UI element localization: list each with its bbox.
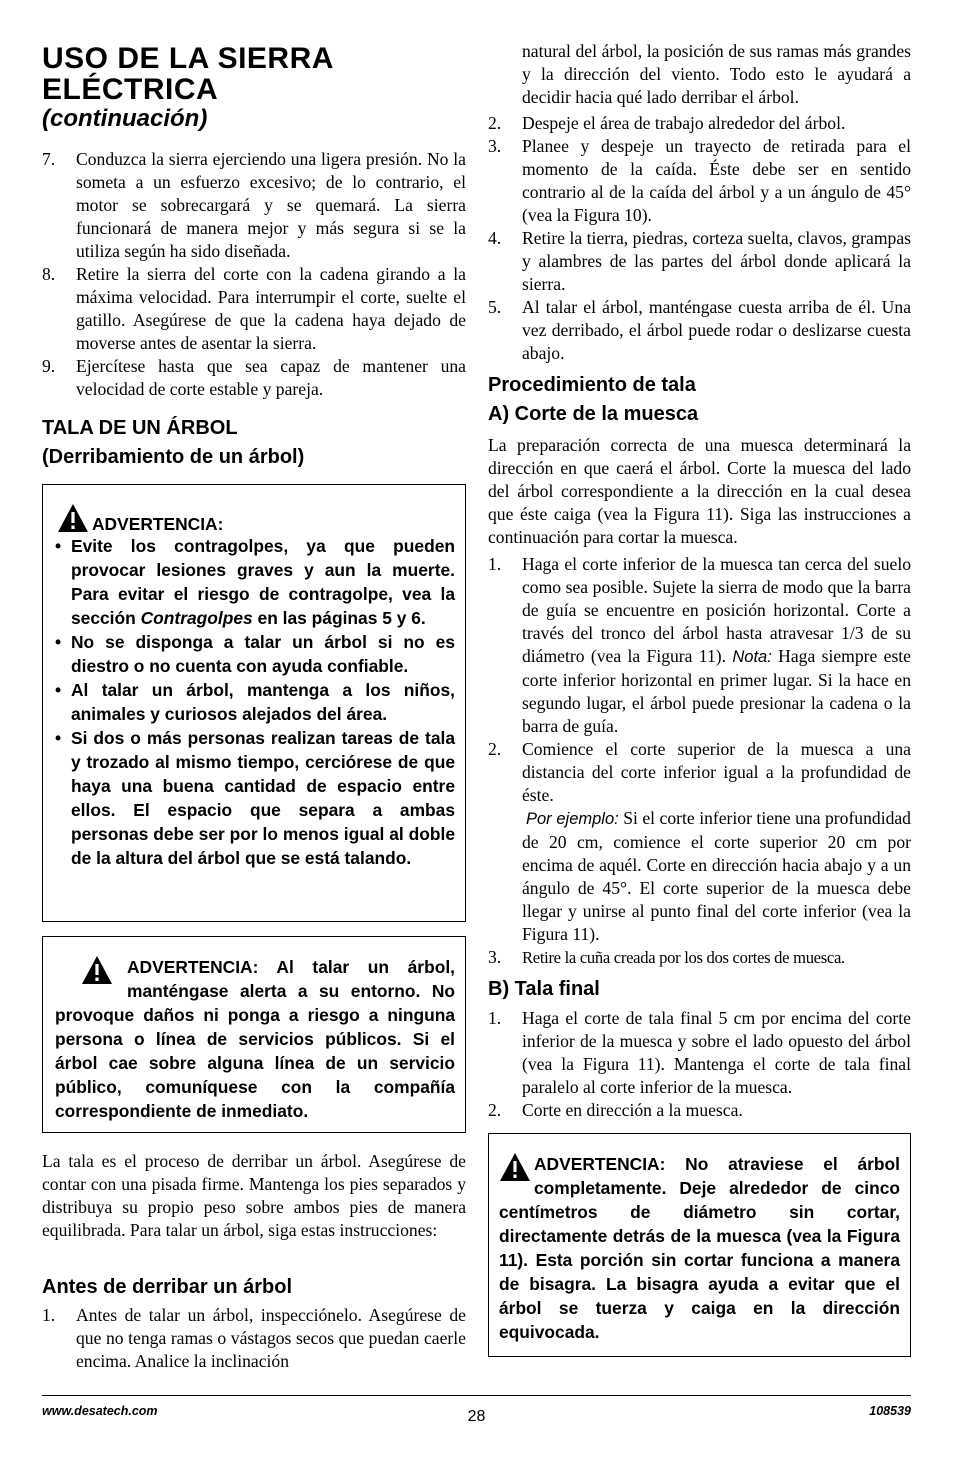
antes-steps-list [42, 1304, 466, 1373]
tala-intro-paragraph: La tala es el proceso de derribar un árbol. Asegúrese de contar con una pisada firme. Mantenga los pies separados y distribuya su propio peso sobre ambos pies de manera equilibrada. Para talar un árbol, siga estas instrucciones: [42, 1151, 466, 1240]
muesca-intro-paragraph: La preparación correcta de una muesca determinará la dirección en que caerá el árbol. Corte la muesca del lado del árbol correspondiente a la dirección en la cual desea que éste caiga (vea la Figura 11). Siga las instrucciones a continuación para cortar la muesca. [488, 435, 911, 547]
tala-final-heading: B) Tala final [488, 978, 600, 1000]
left-steps-list [42, 148, 466, 401]
list-item: 9. Ejercítese hasta que sea capaz de mantener una velocidad de corte estable y pareja. [42, 356, 466, 399]
antes-step1-continuation: natural del árbol, la posición de sus ramas más grandes y la dirección del viento. Todo esto le ayudará a decidir hacia qué lado derribar el árbol. [522, 41, 911, 107]
page-title-line2: ELÉCTRICA [42, 73, 219, 106]
antes-steps-continued [488, 112, 911, 365]
list-item: 2. Corte en dirección a la muesca. [488, 1100, 743, 1120]
warning-box-3 [488, 1133, 911, 1357]
list-item: 7. Conduzca la sierra ejerciendo una ligera presión. No la someta a un esfuerzo excesivo; de lo contrario, el motor se sobrecargará y se quemará. La sierra funcionará de manera mejor y más segura si se la utiliza según ha sido diseñada. [42, 149, 466, 261]
page-footer [42, 1395, 911, 1425]
procedimiento-heading: Procedimiento de tala A) Corte de la muesca [488, 374, 699, 425]
footer-website-link[interactable]: www.desatech.com [42, 1404, 158, 1418]
warning-triangle-icon [81, 955, 113, 985]
warning-box-1 [42, 484, 466, 922]
list-item: 2. Comience el corte superior de la muesca a una distancia del corte inferior igual a la profundidad de éste. Por ejemplo: Si el corte inferior tiene una profundidad de 20 cm, comience el corte superior 20 cm por encima de aquél. Corte en dirección hacia abajo y a un ángulo de 45°. El corte superior de la muesca debe llegar y unirse al punto final del corte inferior (vea la Figura 11). [488, 739, 911, 944]
list-item: 2. Despeje el área de trabajo alrededor del árbol. [488, 113, 846, 133]
page-title-block [42, 43, 466, 133]
warning-text: ADVERTENCIA: No atraviese el árbol completamente. Deje alrededor de cinco centímetros de diámetro sin cortar, directamente detrás de la muesca (vea la Figura 11). Esta porción sin cortar funciona a manera de bisagra. La bisagra ayuda a evitar que el árbol se tuerza y caiga en la dirección equivocada. [499, 1154, 900, 1342]
list-item: 1. Haga el corte de tala final 5 cm por encima del corte inferior de la muesca y sobre el lado opuesto del árbol (vea la Figura 11). Mantenga el corte de tala final paralelo al corte inferior de la muesca. [488, 1008, 911, 1097]
list-item: • No se disponga a talar un árbol si no es diestro o no cuenta con ayuda confiable. [55, 630, 455, 678]
list-item: 1. Antes de talar un árbol, inspecciónelo. Asegúrese de que no tenga ramas o vástagos secos que puedan caerle encima. Analice la inclinación [42, 1305, 466, 1371]
warning-text: ADVERTENCIA: Al talar un árbol, manténgase alerta a su entorno. No provoque daños ni ponga a riesgo a ninguna persona o línea de servicios públicos. Si el árbol cae sobre alguna línea de un servicio público, comuníquese con la compañía correspondiente de inmediato. [55, 957, 455, 1121]
footer-document-code: 108539 [869, 1404, 911, 1418]
muesca-steps-list [488, 553, 911, 969]
page-subtitle: (continuación) [42, 105, 208, 132]
warning-label: ADVERTENCIA: [92, 514, 224, 534]
antes-heading: Antes de derribar un árbol [42, 1276, 293, 1298]
list-item: 5. Al talar el árbol, manténgase cuesta arriba de él. Una vez derribado, el árbol puede rodar o deslizarse cuesta abajo. [488, 297, 911, 363]
warning-triangle-icon [499, 1152, 531, 1182]
page-title-line1: USO DE LA SIERRA [42, 42, 334, 75]
list-item: 8. Retire la sierra del corte con la cadena girando a la máxima velocidad. Para interrumpir el corte, suelte el gatillo. Asegúrese de que la cadena haya dejado de moverse antes de asentar la sierra. [42, 264, 466, 353]
tala-heading: TALA DE UN ÁRBOL (Derribamiento de un árbol) [42, 417, 305, 468]
list-item: 4. Retire la tierra, piedras, corteza suelta, clavos, grampas y alambres de las partes del árbol donde aplicará la sierra. [488, 228, 911, 294]
note-label: Nota: [732, 648, 772, 666]
warning-box-2 [42, 936, 466, 1133]
list-item: 1. Haga el corte inferior de la muesca tan cerca del suelo como sea posible. Sujete la sierra de modo que la barra de guía se encuentre en posición horizontal. Corte a través del tronco del árbol hasta atravesar 1/3 de su diámetro (vea la Figura 11). Nota: Haga siempre este corte inferior horizontal en primer lugar. Si la hace en segundo lugar, el árbol puede presionar la cadena o la barra de guía. [488, 554, 911, 736]
list-item: • Al talar un árbol, mantenga a los niños, animales y curiosos alejados del área. [55, 678, 455, 726]
list-item: • Si dos o más personas realizan tareas de tala y trozado al mismo tiempo, cerciórese de que haya una buena cantidad de espacio entre ellos. El espacio que separa a ambas personas debe ser por lo menos igual al doble de la altura del árbol que se está talando. [55, 726, 455, 870]
tala-final-steps-list [488, 1007, 911, 1122]
list-item: 3. Planee y despeje un trayecto de retirada para el momento de la caída. Éste debe ser en sentido contrario al de la caída del árbol y a un ángulo de 45° (vea la Figura 10). [488, 136, 911, 225]
warning-triangle-icon [57, 503, 89, 533]
list-item: • Evite los contragolpes, ya que pueden provocar lesiones graves y aun la muerte. Para evitar el riesgo de contragolpe, vea la sección Contragolpes en las páginas 5 y 6. [55, 534, 455, 630]
list-item: 3. Retire la cuña creada por los dos cortes de muesca. [488, 947, 845, 967]
page-number: 28 [467, 1408, 486, 1425]
example-label: Por ejemplo: [526, 810, 619, 828]
warning-bullets [55, 534, 455, 870]
